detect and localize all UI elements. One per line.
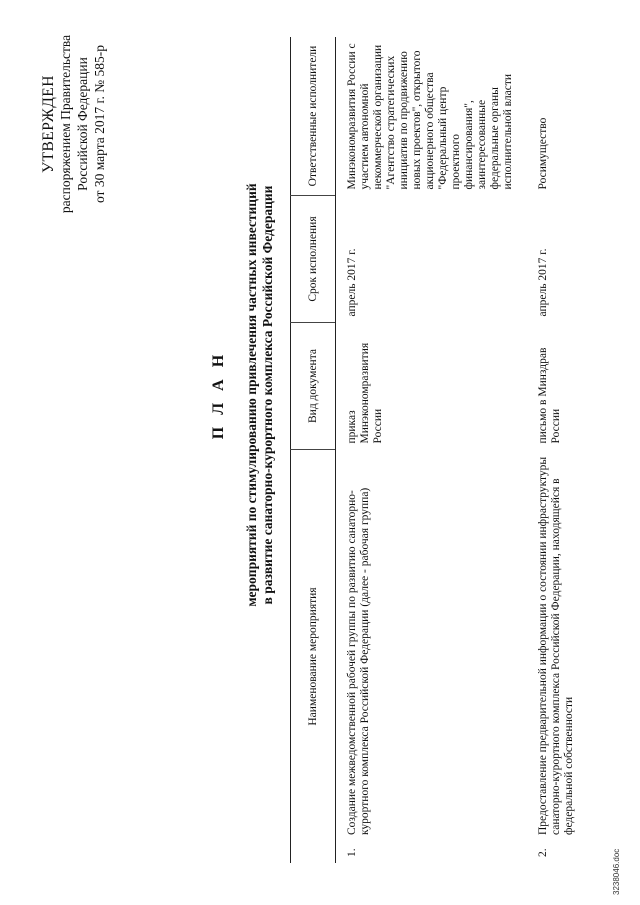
document-file-id: 3238046.doc xyxy=(612,848,621,895)
document-title-block xyxy=(210,0,276,795)
approval-line-government: Российской Федерации xyxy=(75,57,90,191)
approval-line-date: от 30 марта 2017 г. № 585-р xyxy=(92,44,107,204)
row-responsible: Росимущество xyxy=(537,117,549,190)
header-responsible: Ответственные исполнители xyxy=(291,37,336,196)
header-activity-name: Наименование мероприятия xyxy=(291,450,336,864)
row-activity-name: Предоставление предварительной информации о состоянии инфраструктуры санаторно-курортного комплекса Российской Федерации, находящейся в федеральной собственности xyxy=(537,456,575,835)
row-deadline: апрель 2017 г. xyxy=(537,248,549,317)
row-deadline: апрель 2017 г. xyxy=(346,248,358,317)
row-activity-name: Создание межведомственной рабочей группы по развитию санаторно-курортного комплекса Российской Федерации (далее - рабочая группа) xyxy=(346,487,371,835)
header-document-type: Вид документа xyxy=(291,323,336,450)
table-header-row xyxy=(291,37,336,863)
row-number: 2. xyxy=(537,848,549,857)
table-row xyxy=(527,37,588,863)
approval-stamp xyxy=(40,19,108,229)
row-number: 1. xyxy=(346,848,358,857)
row-document-type: письмо в Минздрав России xyxy=(537,347,562,444)
plan-table xyxy=(290,37,588,863)
table-row xyxy=(336,37,528,863)
document-heading: П Л А Н xyxy=(210,350,227,440)
approval-title: УТВЕРЖДЕН xyxy=(40,75,57,173)
document-subtitle-line-2: в развитие санаторно-курортного комплекса Российской Федерации xyxy=(260,185,275,605)
row-responsible: Минэкономразвития России с участием автономной некоммерческой организации "Агентство стратегических инициатив по продвижению новых проектов", открытого акционерного общества "Федеральный центр проектного финансирования", заинтересованные федеральные органы исполнительной власти xyxy=(346,43,514,190)
row-document-type: приказ Минэкономразвития России xyxy=(346,342,384,444)
approval-line-decree: распоряжением Правительства xyxy=(58,34,73,214)
document-subtitle-line-1: мероприятий по стимулированию привлечения частных инвестиций xyxy=(244,183,259,607)
header-deadline: Срок исполнения xyxy=(291,196,336,323)
